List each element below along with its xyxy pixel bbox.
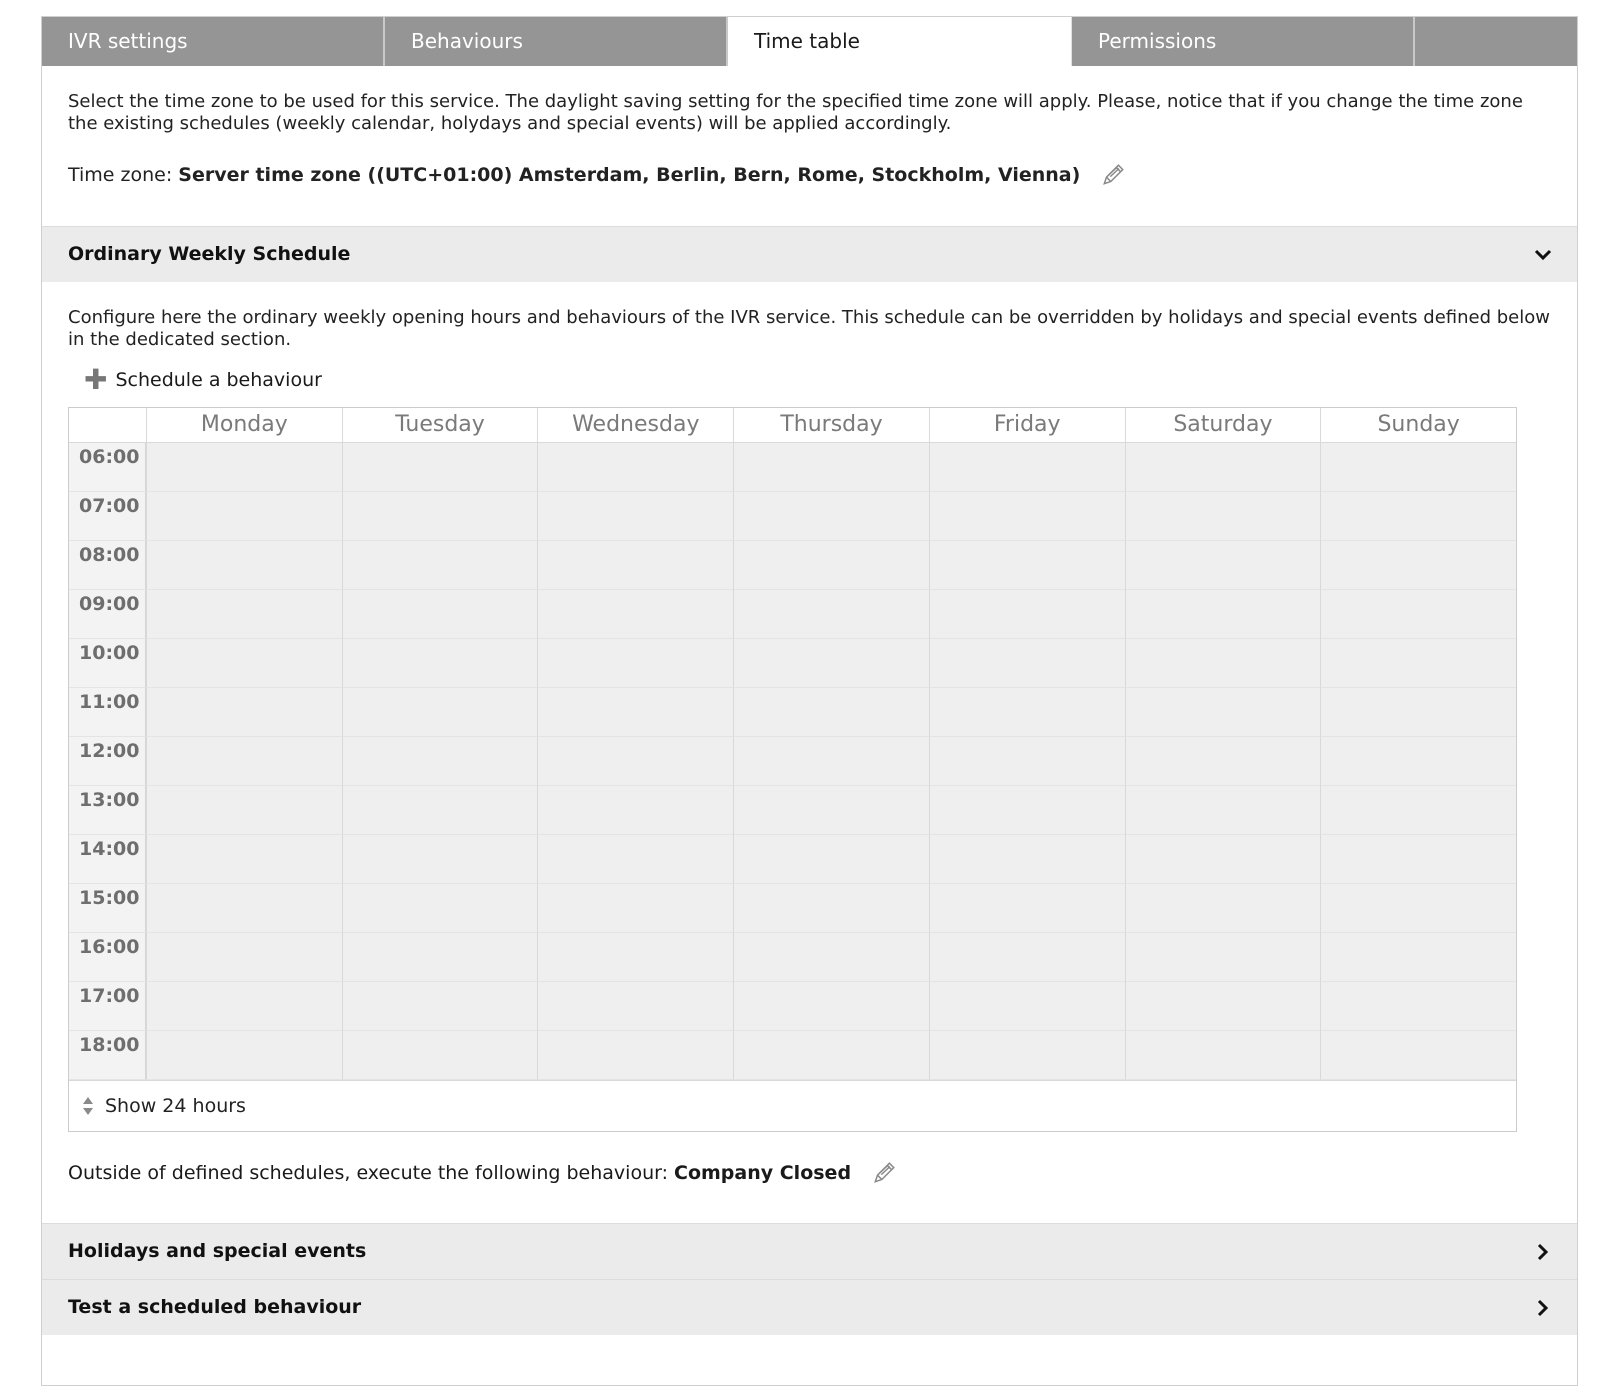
calendar-slot[interactable] bbox=[929, 884, 1125, 933]
calendar-slot[interactable] bbox=[342, 933, 538, 982]
calendar-footer bbox=[69, 1080, 1516, 1131]
calendar-slot[interactable] bbox=[929, 688, 1125, 737]
test-behaviour-title: Test a scheduled behaviour bbox=[68, 1296, 362, 1318]
calendar-slot[interactable] bbox=[1125, 982, 1321, 1031]
outside-schedule-label: Outside of defined schedules, execute the following behaviour: bbox=[68, 1162, 668, 1184]
show-24-hours-label: Show 24 hours bbox=[105, 1095, 246, 1117]
calendar-slot[interactable] bbox=[537, 443, 733, 492]
show-24-hours-toggle[interactable] bbox=[81, 1081, 246, 1131]
calendar-slot[interactable] bbox=[1320, 541, 1516, 590]
chevron-right-icon bbox=[1533, 1242, 1553, 1262]
calendar-slot[interactable] bbox=[929, 443, 1125, 492]
calendar-slot[interactable] bbox=[342, 639, 538, 688]
calendar-slot[interactable] bbox=[146, 737, 342, 786]
hour-label: 11:00 bbox=[69, 688, 146, 737]
calendar-slot[interactable] bbox=[733, 443, 929, 492]
hour-label: 07:00 bbox=[69, 492, 146, 541]
calendar-slot[interactable] bbox=[1125, 835, 1321, 884]
calendar-slot[interactable] bbox=[1320, 639, 1516, 688]
tab-permissions[interactable]: Permissions bbox=[1072, 17, 1415, 66]
calendar-slot[interactable] bbox=[1125, 541, 1321, 590]
calendar-slot[interactable] bbox=[146, 443, 342, 492]
hour-label: 17:00 bbox=[69, 982, 146, 1031]
calendar-slot[interactable] bbox=[537, 492, 733, 541]
calendar-slot[interactable] bbox=[929, 982, 1125, 1031]
calendar-slot[interactable] bbox=[1125, 786, 1321, 835]
hour-label: 10:00 bbox=[69, 639, 146, 688]
calendar-slot[interactable] bbox=[146, 1031, 342, 1080]
calendar-slot[interactable] bbox=[537, 786, 733, 835]
weekly-schedule-body bbox=[42, 282, 1577, 1223]
calendar-slot[interactable] bbox=[146, 590, 342, 639]
day-header: Tuesday bbox=[342, 408, 538, 443]
calendar-slot[interactable] bbox=[733, 688, 929, 737]
calendar-slot[interactable] bbox=[342, 688, 538, 737]
hour-label: 14:00 bbox=[69, 835, 146, 884]
hour-label: 16:00 bbox=[69, 933, 146, 982]
calendar-slot[interactable] bbox=[146, 786, 342, 835]
calendar-slot[interactable] bbox=[537, 541, 733, 590]
calendar-slot[interactable] bbox=[1320, 982, 1516, 1031]
calendar-slot[interactable] bbox=[537, 835, 733, 884]
hour-label: 18:00 bbox=[69, 1031, 146, 1080]
timezone-value: Server time zone ((UTC+01:00) Amsterdam, Berlin, Bern, Rome, Stockholm, Vienna) bbox=[178, 164, 1081, 186]
calendar-slot[interactable] bbox=[342, 541, 538, 590]
pencil-icon[interactable] bbox=[1100, 162, 1126, 188]
hour-label: 08:00 bbox=[69, 541, 146, 590]
calendar-slot[interactable] bbox=[733, 786, 929, 835]
pencil-icon[interactable] bbox=[871, 1160, 897, 1186]
calendar-slot[interactable] bbox=[537, 884, 733, 933]
calendar-slot[interactable] bbox=[1320, 590, 1516, 639]
calendar-slot[interactable] bbox=[733, 835, 929, 884]
calendar-slot[interactable] bbox=[1125, 443, 1321, 492]
calendar-slot[interactable] bbox=[929, 1031, 1125, 1080]
calendar-slot[interactable] bbox=[1320, 884, 1516, 933]
tab-behaviours[interactable]: Behaviours bbox=[385, 17, 728, 66]
calendar-slot[interactable] bbox=[342, 443, 538, 492]
weekly-schedule-header[interactable] bbox=[42, 226, 1577, 282]
calendar-slot[interactable] bbox=[929, 492, 1125, 541]
test-behaviour-header[interactable] bbox=[42, 1279, 1577, 1335]
day-header: Sunday bbox=[1320, 408, 1516, 443]
calendar-slot[interactable] bbox=[1320, 786, 1516, 835]
calendar-slot[interactable] bbox=[733, 590, 929, 639]
outside-schedule-row bbox=[68, 1160, 1551, 1186]
timezone-section bbox=[42, 66, 1577, 226]
calendar-slot[interactable] bbox=[537, 688, 733, 737]
calendar-slot[interactable] bbox=[342, 835, 538, 884]
calendar-slot[interactable] bbox=[146, 492, 342, 541]
calendar-slot[interactable] bbox=[1125, 492, 1321, 541]
calendar-slot[interactable] bbox=[1125, 737, 1321, 786]
calendar-slot[interactable] bbox=[929, 541, 1125, 590]
calendar-slot[interactable] bbox=[733, 982, 929, 1031]
calendar-slot[interactable] bbox=[146, 835, 342, 884]
calendar-slot[interactable] bbox=[342, 737, 538, 786]
calendar-slot[interactable] bbox=[342, 884, 538, 933]
schedule-behaviour-label: Schedule a behaviour bbox=[115, 369, 322, 391]
day-header: Saturday bbox=[1125, 408, 1321, 443]
calendar-corner bbox=[69, 408, 146, 443]
tab-bar bbox=[42, 17, 1577, 66]
calendar-slot[interactable] bbox=[929, 786, 1125, 835]
calendar-slot[interactable] bbox=[146, 982, 342, 1031]
calendar-slot[interactable] bbox=[733, 933, 929, 982]
calendar-slot[interactable] bbox=[929, 590, 1125, 639]
day-header: Wednesday bbox=[537, 408, 733, 443]
calendar-slot[interactable] bbox=[342, 1031, 538, 1080]
tab-empty bbox=[1415, 17, 1577, 66]
calendar-slot[interactable] bbox=[146, 541, 342, 590]
calendar-slot[interactable] bbox=[1320, 737, 1516, 786]
chevron-right-icon bbox=[1533, 1298, 1553, 1318]
calendar-slot[interactable] bbox=[342, 590, 538, 639]
tab-time-table[interactable]: Time table bbox=[728, 17, 1072, 66]
tab-ivr-settings[interactable]: IVR settings bbox=[42, 17, 385, 66]
calendar-slot[interactable] bbox=[1320, 443, 1516, 492]
schedule-behaviour-button[interactable] bbox=[84, 363, 322, 396]
timezone-row bbox=[68, 162, 1551, 188]
calendar-slot[interactable] bbox=[342, 982, 538, 1031]
holidays-header[interactable] bbox=[42, 1223, 1577, 1279]
timezone-description: Select the time zone to be used for this service. The daylight saving setting for the specified time zone will apply. Please, notice that if you change the time zone the existing schedules (weekly calendar, holydays and special events) will be applied accordingly. bbox=[68, 91, 1523, 134]
plus-icon: ✚ bbox=[84, 363, 108, 396]
outside-schedule-value: Company Closed bbox=[674, 1162, 852, 1184]
calendar-slot[interactable] bbox=[537, 1031, 733, 1080]
timezone-label: Time zone: bbox=[68, 164, 173, 186]
day-header: Monday bbox=[146, 408, 342, 443]
hour-label: 15:00 bbox=[69, 884, 146, 933]
calendar-slot[interactable] bbox=[929, 933, 1125, 982]
calendar-slot[interactable] bbox=[1125, 1031, 1321, 1080]
calendar-slot[interactable] bbox=[733, 492, 929, 541]
calendar-slot[interactable] bbox=[1320, 688, 1516, 737]
calendar-slot[interactable] bbox=[146, 884, 342, 933]
calendar-slot[interactable] bbox=[537, 590, 733, 639]
calendar-grid bbox=[69, 408, 1516, 1080]
day-header: Friday bbox=[929, 408, 1125, 443]
calendar-slot[interactable] bbox=[733, 1031, 929, 1080]
calendar-slot[interactable] bbox=[1125, 933, 1321, 982]
day-header: Thursday bbox=[733, 408, 929, 443]
calendar-slot[interactable] bbox=[733, 541, 929, 590]
chevron-down-icon bbox=[1533, 245, 1553, 265]
hour-label: 12:00 bbox=[69, 737, 146, 786]
weekly-schedule-description: Configure here the ordinary weekly opening hours and behaviours of the IVR service. This schedule can be overridden by holidays and special events defined below in the dedicated section. bbox=[68, 307, 1550, 350]
weekly-schedule-title: Ordinary Weekly Schedule bbox=[68, 243, 351, 265]
calendar-slot[interactable] bbox=[1125, 884, 1321, 933]
calendar-slot[interactable] bbox=[733, 639, 929, 688]
calendar-slot[interactable] bbox=[1320, 492, 1516, 541]
hour-label: 13:00 bbox=[69, 786, 146, 835]
time-table-panel bbox=[41, 16, 1578, 1386]
calendar-slot[interactable] bbox=[146, 933, 342, 982]
calendar-slot[interactable] bbox=[1125, 639, 1321, 688]
calendar-slot[interactable] bbox=[733, 884, 929, 933]
weekly-calendar bbox=[68, 407, 1517, 1132]
hour-label: 06:00 bbox=[69, 443, 146, 492]
calendar-slot[interactable] bbox=[537, 737, 733, 786]
sort-updown-icon bbox=[81, 1095, 95, 1117]
calendar-slot[interactable] bbox=[146, 688, 342, 737]
calendar-slot[interactable] bbox=[929, 835, 1125, 884]
calendar-slot[interactable] bbox=[1320, 835, 1516, 884]
calendar-slot[interactable] bbox=[733, 737, 929, 786]
calendar-slot[interactable] bbox=[1320, 933, 1516, 982]
calendar-slot[interactable] bbox=[1125, 688, 1321, 737]
hour-label: 09:00 bbox=[69, 590, 146, 639]
calendar-slot[interactable] bbox=[1125, 590, 1321, 639]
calendar-slot[interactable] bbox=[1320, 1031, 1516, 1080]
calendar-slot[interactable] bbox=[929, 639, 1125, 688]
calendar-slot[interactable] bbox=[537, 933, 733, 982]
calendar-slot[interactable] bbox=[537, 639, 733, 688]
calendar-slot[interactable] bbox=[342, 786, 538, 835]
calendar-slot[interactable] bbox=[537, 982, 733, 1031]
calendar-slot[interactable] bbox=[929, 737, 1125, 786]
holidays-title: Holidays and special events bbox=[68, 1240, 367, 1262]
calendar-slot[interactable] bbox=[146, 639, 342, 688]
calendar-slot[interactable] bbox=[342, 492, 538, 541]
